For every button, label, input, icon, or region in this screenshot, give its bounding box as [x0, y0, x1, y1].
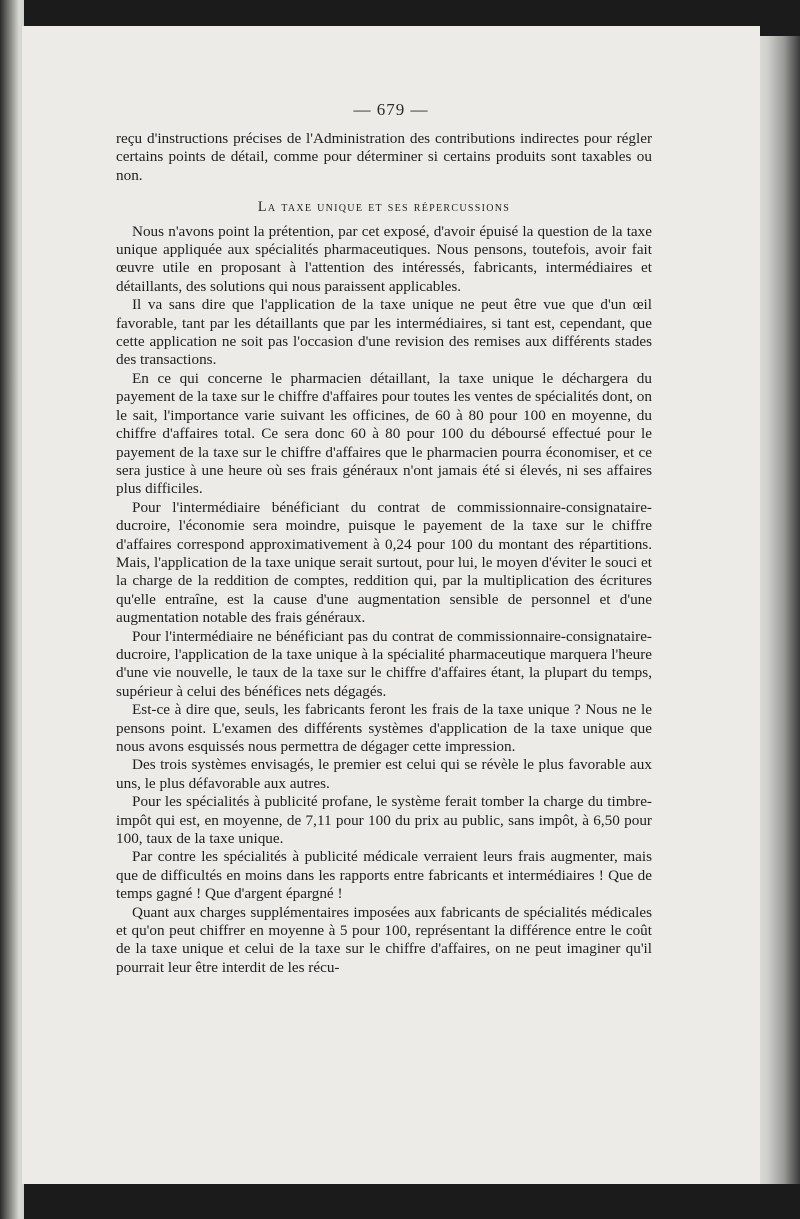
paragraph: Il va sans dire que l'application de la taxe unique ne peut être vue que d'un œil favorable, tant par les détaillants que par les intermédiaires, si tant est, cependant, que cette application ne soit pas l'occasion d'une revision des remises aux différents stades des transactions. [116, 296, 652, 369]
continuation-paragraph: reçu d'instructions précises de l'Administration des contributions indirectes pour régler certains points de détail, comme pour déterminer si certains produits sont taxables ou non. [116, 130, 652, 184]
book-page [22, 26, 760, 1184]
paragraph: Quant aux charges supplémentaires imposées aux fabricants de spécialités médicales et qu'on peut chiffrer en moyenne à 5 pour 100, représentant la différence entre le coût de la taxe unique et celui de la taxe sur le chiffre d'affaires, on ne peut imaginer qu'il pourrait leur être interdit de les récu- [116, 903, 652, 976]
paragraph: Pour l'intermédiaire bénéficiant du contrat de commissionnaire-consignataire-ducroire, l'économie sera moindre, puisque le payement de la taxe sur le chiffre d'affaires correspond approximativement à 0,24 pour 100 du montant des répartitions. Mais, l'application de la taxe unique serait surtout, pour lui, le moyen d'éviter le souci et la charge de la reddition de comptes, reddition qui, par la multiplication des écritures qu'elle entraîne, est la cause d'une augmentation sensible de personnel et d'une augmentation notable des frais généraux. [116, 498, 652, 627]
section-heading: La taxe unique et ses répercussions [257, 199, 511, 216]
paragraph: En ce qui concerne le pharmacien détaillant, la taxe unique le déchargera du payement de la taxe sur le chiffre d'affaires pour toutes les ventes de spécialités dont, on le sait, l'importance varie suivant les officines, de 60 à 80 pour 100 en moyenne, du chiffre d'affaires total. Ce sera donc 60 à 80 pour 100 du déboursé effectué pour le payement de la taxe sur le chiffre d'affaires que le pharmacien pourra économiser, et ce sera justice à une heure où ses frais généraux n'ont jamais été si élevés, ni ses affaires plus difficiles. [116, 369, 652, 498]
book-spine [0, 0, 24, 1219]
paragraph: Est-ce à dire que, seuls, les fabricants feront les frais de la taxe unique ? Nous ne le pensons point. L'examen des différents systèmes d'application de la taxe unique que nous avons esquissés nous permettra de dégager cette impression. [116, 701, 652, 755]
paragraph: Nous n'avons point la prétention, par cet exposé, d'avoir épuisé la question de la taxe unique appliquée aux spécialités pharmaceutiques. Nous pensons, toutefois, avoir fait œuvre utile en proposant à l'attention des intéressés, fabricants, intermédiaires et détaillants, des solutions qui nous paraissent applicables. [116, 222, 652, 295]
paragraph: Par contre les spécialités à publicité médicale verraient leurs frais augmenter, mais que de difficultés en moins dans les rapports entre fabricants et intermédiaires ! Que de temps gagné ! Que d'argent épargné ! [116, 848, 652, 903]
page-number: — 679 — [353, 100, 429, 119]
body-text [116, 130, 652, 977]
paragraph: Pour l'intermédiaire ne bénéficiant pas du contrat de commissionnaire-consignataire-ducroire, l'application de la taxe unique à la spécialité pharmaceutique marquera l'heure d'une vie nouvelle, le taux de la taxe sur le chiffre d'affaires étant, la plupart du temps, supérieur à celui des bénéfices nets dégagés. [116, 627, 652, 700]
paragraph: Pour les spécialités à publicité profane, le système ferait tomber la charge du timbre-impôt qui est, en moyenne, de 7,11 pour 100 du prix au public, sans impôt, à 6,50 pour 100, taux de la taxe unique. [116, 793, 652, 848]
paragraph: Des trois systèmes envisagés, le premier est celui qui se révèle le plus favorable aux uns, le plus défavorable aux autres. [116, 756, 652, 792]
